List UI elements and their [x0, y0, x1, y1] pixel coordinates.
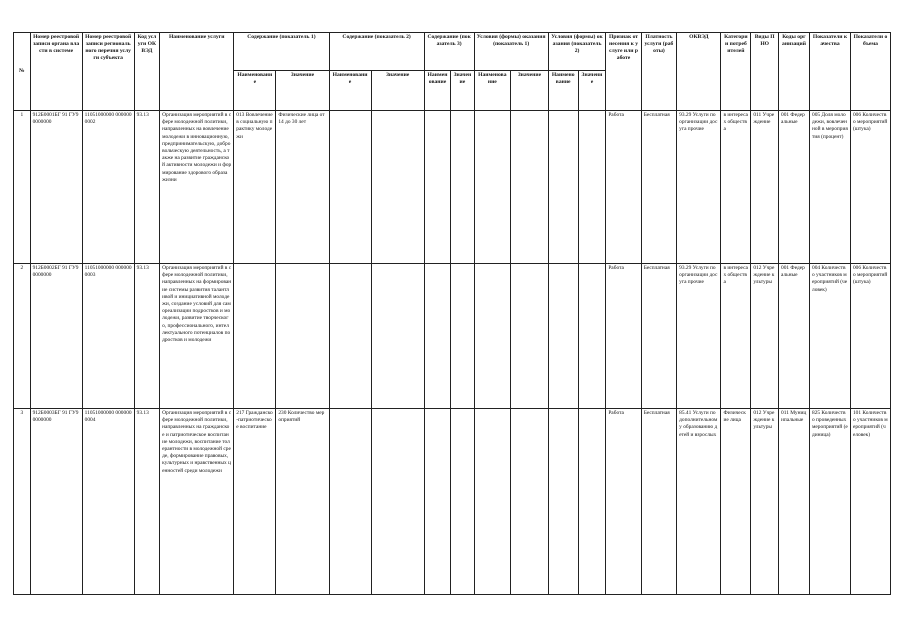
header-group4: Условия (формы) оказания (показатель 1) — [474, 33, 548, 71]
content2-name — [329, 409, 371, 595]
header-okved: ОКВЭД — [677, 33, 721, 111]
header-col4: Наименование услуги — [160, 33, 234, 111]
payment-cell: Бесплатная — [641, 111, 676, 264]
payment-cell: Бесплатная — [641, 409, 676, 595]
condition1-name — [474, 264, 511, 409]
header-col2: Номер реестровой записи регионального перечня услуги субъекта — [82, 33, 134, 111]
okved-cell: 93.29 Услуги по организации досуга прочие — [677, 111, 721, 264]
regional-number: 11051000000 0000000003 — [82, 264, 134, 409]
condition2-value — [578, 264, 606, 409]
condition2-value — [578, 111, 606, 264]
subheader-name-4: Наименование — [474, 71, 511, 111]
registry-table — [13, 32, 891, 595]
content3-value — [451, 409, 474, 595]
content3-name — [424, 409, 451, 595]
registry-number: 912Б0001БГ 91 ГУ90000000 — [30, 111, 82, 264]
subheader-name-3: Наименование — [424, 71, 451, 111]
service-name: Организация мероприятий в сфере молодежной политики, направленных на формирование системы развития талантливой и инициативной молодежи, создание условий для самореализации подростков и молодежи, развитие творческого, профессионального, интеллектуального потенциалов подростков и молодежи — [160, 264, 234, 409]
content1-value — [276, 264, 329, 409]
subheader-value-5: Значение — [578, 71, 606, 111]
row-number: 2 — [14, 264, 31, 409]
subheader-name-5: Наименование — [548, 71, 578, 111]
payment-cell: Бесплатная — [641, 264, 676, 409]
condition2-name — [548, 264, 578, 409]
document-sheet — [13, 32, 891, 594]
table-row — [14, 111, 891, 264]
header-org: Виды ПНО — [751, 33, 779, 111]
condition1-value — [511, 264, 549, 409]
condition1-name — [474, 409, 511, 595]
row-number: 1 — [14, 111, 31, 264]
table-row — [14, 264, 891, 409]
header-type: Признак отнесения к услуге или работе — [606, 33, 641, 111]
quality-cell: 005 Доля молодежи, вовлеченной в мероприятия (процент) — [810, 111, 851, 264]
content3-value — [451, 111, 474, 264]
category-cell: в интересах общества — [721, 264, 751, 409]
code-cell: 001 Федеральные — [779, 264, 810, 409]
quality-cell: 825 Количество проведенных мероприятий (единица) — [810, 409, 851, 595]
code-cell: 001 Федеральные — [779, 111, 810, 264]
content1-value: Физические лица от 14 до 30 лет — [276, 111, 329, 264]
content3-name — [424, 264, 451, 409]
content3-value — [451, 264, 474, 409]
condition2-value — [578, 409, 606, 595]
header-col1: Номер реестровой записи органа власти в системе — [30, 33, 82, 111]
service-code: 93.13 — [134, 409, 159, 595]
category-cell: в интересах общества — [721, 111, 751, 264]
service-name: Организация мероприятий в сфере молодежной политики, направленных на вовлечение молодежи в инновационную, предпринимательскую, добровольческую деятельность, а также на развитие гражданской активности молодежи и формирование здорового образа жизни — [160, 111, 234, 264]
service-name: Организация мероприятий в сфере молодежной политики, направленных на гражданское и патриотическое воспитание молодежи, воспитание толерантности в молодежной среде, формирование правовых, культурных и нравственных ценностей среди молодежи — [160, 409, 234, 595]
registry-number: 912Б0002БГ 91 ГУ90000000 — [30, 264, 82, 409]
subheader-value-3: Значение — [451, 71, 474, 111]
content1-name — [234, 264, 276, 409]
content2-value — [371, 111, 424, 264]
row-number: 3 — [14, 409, 31, 595]
header-group5: Условия (формы) оказания (показатель 2) — [548, 33, 606, 71]
volume-cell: 006 Количество мероприятий (штука) — [850, 264, 890, 409]
subheader-name-1: Наименование — [234, 71, 276, 111]
header-volume: Показатели объема — [850, 33, 890, 111]
content2-value — [371, 409, 424, 595]
header-group1: Содержание (показатель 1) — [234, 33, 329, 71]
condition1-value — [511, 111, 549, 264]
content2-name — [329, 264, 371, 409]
category-cell: Физические лица — [721, 409, 751, 595]
condition1-value — [511, 409, 549, 595]
subheader-value-4: Значение — [511, 71, 549, 111]
header-payment: Платность услуги (работы) — [641, 33, 676, 111]
subheader-value-1: Значение — [276, 71, 329, 111]
header-group3: Содержание (показатель 3) — [424, 33, 474, 71]
table-row — [14, 409, 891, 595]
type-cell: Работа — [606, 111, 641, 264]
content2-value — [371, 264, 424, 409]
org-cell: 012 Учреждение культуры — [751, 409, 779, 595]
content3-name — [424, 111, 451, 264]
header-code: Коды организаций — [779, 33, 810, 111]
condition1-name — [474, 111, 511, 264]
header-quality: Показатели качества — [810, 33, 851, 111]
header-category: Категории потребителей — [721, 33, 751, 111]
header-no: № — [14, 33, 31, 111]
volume-cell: 101 Количество участников мероприятий (человек) — [850, 409, 890, 595]
quality-cell: 004 Количество участников мероприятий (человек) — [810, 264, 851, 409]
volume-cell: 006 Количество мероприятий (штука) — [850, 111, 890, 264]
condition2-name — [548, 111, 578, 264]
okved-cell: 85.41 Услуги по дополнительному образованию детей и взрослых — [677, 409, 721, 595]
regional-number: 11051000000 0000000002 — [82, 111, 134, 264]
type-cell: Работа — [606, 409, 641, 595]
type-cell: Работа — [606, 264, 641, 409]
okved-cell: 93.29 Услуги по организации досуга прочие — [677, 264, 721, 409]
service-code: 93.13 — [134, 111, 159, 264]
content1-name: 013 Вовлечение в социальную практику молодежи — [234, 111, 276, 264]
code-cell: 011 Муниципальные — [779, 409, 810, 595]
content1-value: 230 Количество мероприятий — [276, 409, 329, 595]
registry-number: 912Б0003БГ 91 ГУ90000000 — [30, 409, 82, 595]
header-group2: Содержание (показатель 2) — [329, 33, 424, 71]
content1-name: 217 Гражданско-патриотическое воспитание — [234, 409, 276, 595]
subheader-value-2: Значение — [371, 71, 424, 111]
service-code: 93.13 — [134, 264, 159, 409]
regional-number: 11051000000 0000000004 — [82, 409, 134, 595]
content2-name — [329, 111, 371, 264]
org-cell: 011 Учреждение — [751, 111, 779, 264]
subheader-name-2: Наименование — [329, 71, 371, 111]
header-col3: Код услуги ОКВЭД — [134, 33, 159, 111]
org-cell: 012 Учреждение культуры — [751, 264, 779, 409]
condition2-name — [548, 409, 578, 595]
